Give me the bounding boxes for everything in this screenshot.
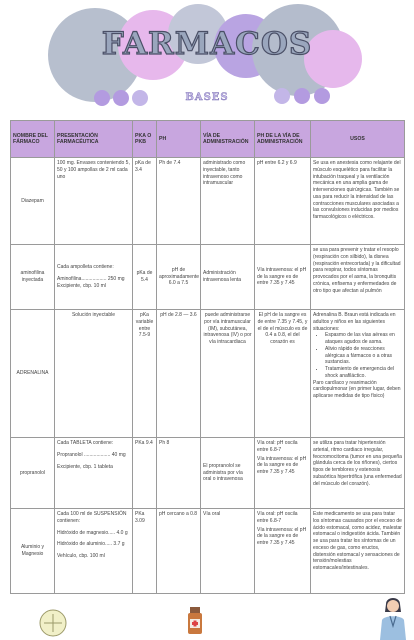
table-row xyxy=(11,438,405,509)
uses-list xyxy=(313,332,402,379)
column-header: PH DE LA VÍA DE ADMINISTRACIÓN xyxy=(255,121,311,158)
pka-cell: pKa de 5.4 xyxy=(133,245,157,310)
uses-cell: Se usa en anestesia como relajante del músculo esquelético para facilitar la intubación traqueal y la ventilación mecánica en una amplia gama de intervenciones quirúrgicas. También se usa para reducir la intensidad de las contracciones musculares asociadas a las convulsiones inducidas por medios farmacológicos o eléctricos. xyxy=(311,158,405,245)
route-cell: Administración intravenosa lenta xyxy=(201,245,255,310)
presentation-line: Aminofilina.................. 250 mg xyxy=(57,276,125,283)
column-header: PKA O PKB xyxy=(133,121,157,158)
route-ph-line: Vía oral: pH oscila entre 6.8-7 xyxy=(257,511,298,524)
uses-outro: Paro cardíaco y reanimación cardiopulmonar (en primer lugar, deben aplicarse medidas de tipo físico) xyxy=(313,379,401,399)
doctor-illustration xyxy=(376,592,410,640)
presentation-line: Excipiente, cbp. 1 tableta xyxy=(57,463,113,470)
list-item: • Tratamiento de emergencia del shock anafiláctico. xyxy=(325,366,402,380)
column-header: USOS xyxy=(311,121,405,158)
uses-cell: Este medicamento se usa para tratar los síntomas causados por el exceso de ácido estomacal, como acidez, malestar estomacal o indigestión ácida. También se usa para tratar los síntomas de un exceso de gas, como eructos, distensión estomacal y sensaciones de tensión/molestias estomacales/intestinales. xyxy=(311,509,405,594)
table-row xyxy=(11,245,405,310)
drug-name: aminofilina inyectada xyxy=(11,245,55,310)
ph-cell: pH de 2.8 — 3.6 xyxy=(157,310,201,438)
presentation-line: Excipiente, cbp. 10 ml xyxy=(57,282,106,289)
route-ph-cell xyxy=(255,509,311,594)
uses-cell: se utiliza para tratar hipertensión arterial, ritmo cardiaco irregular, feocromocitoma (tumor en una pequeña glándula cerca de los riñones), ciertos tipos de temblores y estenosis subaórtica hipertrófica (una enfermedad del músculo del corazón). xyxy=(311,438,405,509)
column-header: VÍA DE ADMINISTRACIÓN xyxy=(201,121,255,158)
uses-intro: Adrenalina B. Braun está indicada en adultos y niños en las siguientes situaciones: xyxy=(313,312,396,332)
presentation-line: Hidróxido de aluminio..... 3.7 g xyxy=(57,541,125,548)
drug-name: ADRENALINA xyxy=(11,310,55,438)
presentation-line: Vehículo, cbp. 100 ml xyxy=(57,553,105,559)
presentation-line: Hidróxido de magnesio..... 4.0 g xyxy=(57,529,128,536)
column-header: NOMBRE DEL FÁRMACO xyxy=(11,121,55,158)
ph-cell: Ph de 7.4 xyxy=(157,158,201,245)
route-cell: El propranolol se administra por vía oral o intravenosa xyxy=(201,438,255,509)
uses-cell xyxy=(311,310,405,438)
presentation-line: Cada 100 ml de SUSPENSIÓN contienen: xyxy=(57,511,127,524)
presentation-cell xyxy=(55,245,133,310)
route-ph-cell: pH entre 6.2 y 6.9 xyxy=(255,158,311,245)
pka-cell: PKa 3.09 xyxy=(133,509,157,594)
route-ph-line: Vía intravenosa: el pH de la sangre es de entre 7.35 y 7.45 xyxy=(257,455,307,475)
pka-cell: PKa 9.4 xyxy=(133,438,157,509)
route-ph-cell xyxy=(255,438,311,509)
column-header: PRESENTACIÓN FARMACÉUTICA xyxy=(55,121,133,158)
page-subtitle: BASES xyxy=(185,92,229,103)
medicine-bottle-icon xyxy=(185,606,205,636)
route-cell: puede administrarse por vía intramuscular (IM), subcutánea, intravenosa (IV) o por vía intracardiaca xyxy=(201,310,255,438)
ph-cell: Ph 8 xyxy=(157,438,201,509)
table-row xyxy=(11,509,405,594)
presentation-cell: Solución inyectable xyxy=(55,310,133,438)
drug-name: Aluminio y Magnesio xyxy=(11,509,55,594)
route-cell: Vía oral xyxy=(201,509,255,594)
presentation-cell xyxy=(55,438,133,509)
route-ph-line: Vía intravenosa: el pH de la sangre es de entre 7.35 y 7.45 xyxy=(257,526,307,546)
route-cell: administrado como inyectable, tanto intravenoso como intramuscular xyxy=(201,158,255,245)
route-ph-cell: El pH de la sangre es de entre 7.35 y 7.45, y el de el músculo es de 0.4 a 0.8, el del corazón es xyxy=(255,310,311,438)
presentation-line: Cada ampolleta contiene: xyxy=(57,264,114,271)
table-row xyxy=(11,310,405,438)
presentation-line: Propranolol ................... 40 mg xyxy=(57,451,126,458)
pill-icon xyxy=(38,608,68,638)
presentation-cell xyxy=(55,509,133,594)
presentation-line: Cada TABLETA contiene: xyxy=(57,440,114,446)
route-ph-line: Vía oral: pH oscila entre 6.8-7 xyxy=(257,440,298,453)
route-ph-cell: Vía intravenosa: el pH de la sangre es de entre 7.35 y 7.45 xyxy=(255,245,311,310)
drug-name: Diazepam xyxy=(11,158,55,245)
pka-cell: pKa de 3.4 xyxy=(133,158,157,245)
drug-name: propranolol xyxy=(11,438,55,509)
table-row xyxy=(11,158,405,245)
drug-table xyxy=(10,120,405,594)
list-item: • Alivio rápido de reacciones alérgicas a fármacos o a otras sustancias. xyxy=(325,346,402,366)
presentation-cell: 100 mg. Envases conteniendo 5, 50 y 100 ampollas de 2 ml cada uno xyxy=(55,158,133,245)
ph-cell: pH cercano a 0.8 xyxy=(157,509,201,594)
table-header-row xyxy=(11,121,405,158)
page-title: FARMACOS xyxy=(101,26,313,62)
pka-cell: pKa variable entre 7.5-9 xyxy=(133,310,157,438)
uses-cell: se usa para prevenir y tratar el resoplo (respiración con silbido), la disnea (respiración entrecortada) y la dificultad para respirar, todos síntomas provocados por el asma, la bronquitis crónica, enfisema y enfermedades de otro tipo que afectan al pulmón xyxy=(311,245,405,310)
column-header: PH xyxy=(157,121,201,158)
ph-cell: pH de aproximadamente 6.0 a 7.5 xyxy=(157,245,201,310)
list-item: • Espasmo de las vías aéreas en ataques agudos de asma. xyxy=(325,332,402,346)
